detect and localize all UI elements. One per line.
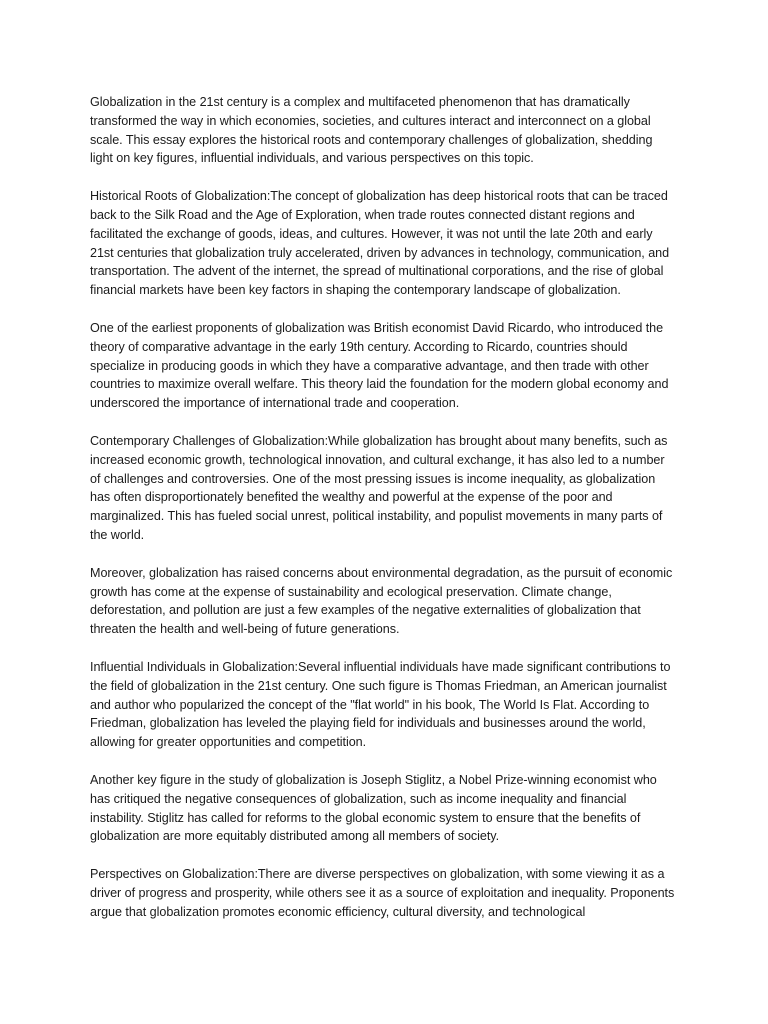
paragraph-stiglitz: Another key figure in the study of globalization is Joseph Stiglitz, a Nobel Prize-winning economist who has critiqued the negative consequences of globalization, such as income inequality and financial instability. Stiglitz has called for reforms to the global economic system to ensure that the benefits of globalization are more equitably distributed among all members of society.	[90, 772, 657, 844]
paragraph-perspectives: Perspectives on Globalization:There are diverse perspectives on globalization, with some viewing it as a driver of progress and prosperity, while others see it as a source of exploitation and inequality. Proponents argue that globalization promotes economic efficiency, cultural diversity, and technological	[90, 867, 675, 919]
paragraph-intro: Globalization in the 21st century is a complex and multifaceted phenomenon that has dramatically transformed the way in which economies, societies, and cultures interact and interconnect on a global scale. This essay explores the historical roots and contemporary challenges of globalization, shedding light on key figures, influential individuals, and various perspectives on this topic.	[90, 95, 653, 166]
paragraph-historical-roots: Historical Roots of Globalization:The concept of globalization has deep historical roots that can be traced back to the Silk Road and the Age of Exploration, when trade routes connected distant regions and facilitated the exchange of goods, ideas, and cultures. However, it was not until the late 20th and early 21st centuries that globalization truly accelerated, driven by advances in technology, communication, and transportation. The advent of the internet, the spread of multinational corporations, and the rise of global financial markets have been key factors in shaping the contemporary landscape of globalization.	[90, 189, 670, 298]
paragraph-contemporary-challenges: Contemporary Challenges of Globalization:While globalization has brought about many benefits, such as increased economic growth, technological innovation, and cultural exchange, it has also led to a number of challenges and controversies. One of the most pressing issues is income inequality, as globalization has often disproportionately benefited the wealthy and powerful at the expense of the poor and marginalized. This has fueled social unrest, political instability, and populist movements in many parts of the world.	[90, 433, 668, 542]
paragraph-environment: Moreover, globalization has raised concerns about environmental degradation, as the pursuit of economic growth has come at the expense of sustainability and ecological preservation. Climate change, deforestation, and pollution are just a few examples of the negative externalities of globalization that threaten the health and well-being of future generations.	[90, 565, 673, 637]
document-body	[90, 93, 678, 940]
paragraph-ricardo: One of the earliest proponents of globalization was British economist David Ricardo, who introduced the theory of comparative advantage in the early 19th century. According to Ricardo, countries should specialize in producing goods in which they have a comparative advantage, and then trade with other countries to maximize overall welfare. This theory laid the foundation for the modern global economy and underscored the importance of international trade and cooperation.	[90, 320, 669, 411]
paragraph-influential-individuals: Influential Individuals in Globalization:Several influential individuals have made significant contributions to the field of globalization in the 21st century. One such figure is Thomas Friedman, an American journalist and author who popularized the concept of the "flat world" in his book, The World Is Flat. According to Friedman, globalization has leveled the playing field for individuals and businesses around the world, allowing for greater opportunities and competition.	[90, 659, 671, 750]
